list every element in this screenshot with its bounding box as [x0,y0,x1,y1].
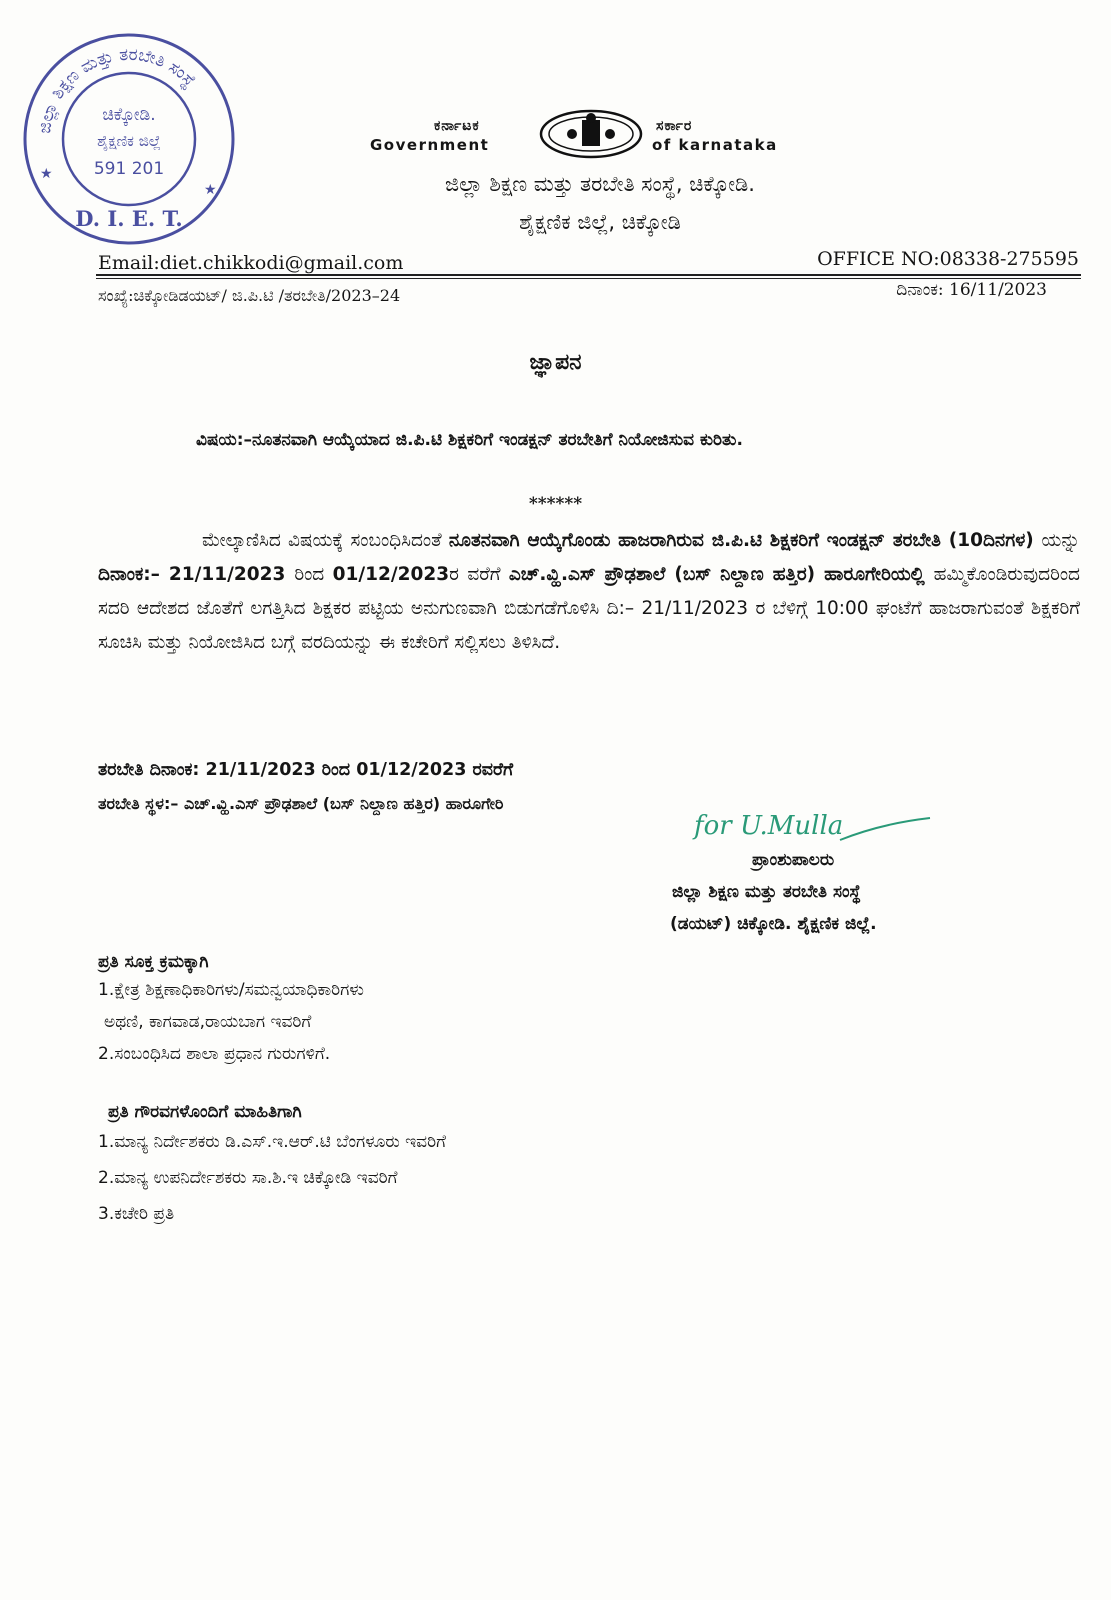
signatory-institute-2: (ಡಯಟ್) ಚಿಕ್ಕೋಡಿ. ಶೈಕ್ಷಣಿಕ ಜಿಲ್ಲೆ. [670,914,877,934]
copy-info-heading: ಪ್ರತಿ ಗೌರವಗಳೊಂದಿಗೆ ಮಾಹಿತಿಗಾಗಿ [108,1102,302,1122]
memo-title: ಜ್ಞಾಪನ [529,350,582,375]
copy-action-heading: ಪ್ರತಿ ಸೂಕ್ತ ಕ್ರಮಕ್ಕಾಗಿ [98,952,209,972]
body-part-7: ರ ವರೆಗೆ [449,564,509,585]
body-part-2: ನೂತನವಾಗಿ ಆಯ್ಕೆಗೊಂಡು ಹಾಜರಾಗಿರುವ ಜಿ.ಪಿ.ಟಿ ಶಿಕ್ಷಕರಿಗೆ ಇಂಡಕ್ಷನ್ ತರಬೇತಿ (10ದಿನಗಳ) [448,530,1042,551]
reference-number: ಸಂಖ್ಯೆ:ಚಿಕ್ಕೋಡಿಡಯಟ್/ ಜಿ.ಪಿ.ಟಿ /ತರಬೇತಿ/2023–24 [98,286,401,305]
handwritten-signature [690,800,940,852]
signatory-designation: ಪ್ರಾಂಶುಪಾಲರು [752,850,835,870]
memo-subject: ವಿಷಯ:–ನೂತನವಾಗಿ ಆಯ್ಕೆಯಾದ ಜಿ.ಪಿ.ಟಿ ಶಿಕ್ಷಕರಿಗೆ ಇಂಡಕ್ಷನ್ ತರಬೇತಿಗೆ ನಿಯೋಜಿಸುವ ಕುರಿತು. [196,430,743,450]
institute-district: ಶೈಕ್ಷಣಿಕ ಜಿಲ್ಲೆ, ಚಿಕ್ಕೋಡಿ [519,210,681,234]
body-part-1: ಮೇಲ್ಕಾಣಿಸಿದ ವಿಷಯಕ್ಕೆ ಸಂಬಂಧಿಸಿದಂತೆ [202,530,449,551]
copy-info-item-3: 3.ಕಚೇರಿ ಪ್ರತಿ [98,1204,175,1224]
office-phone: OFFICE NO:08338-275595 [817,248,1079,270]
seal-pin: 591 201 [93,159,165,179]
body-part-9: ಹಮ್ಮಿಕೊಂಡಿರುವುದರಿಂದ ಸದರಿ ಆದೇಶದ ಜೊತೆಗೆ ಲಗತ್ತಿಸಿದ ಶಿಕ್ಷಕರ ಪಟ್ಟಿಯ ಅನುಗುಣವಾಗಿ ಬಿಡುಗಡೆಗೊಳಿಸಿ ದಿ:– 21/11/2023 ರ ಬೆಳಿಗ್ಗೆ 10:00 ಘಂಟೆಗೆ ಹಾಜರಾಗುವಂತೆ ಶಿಕ್ಷಕರಿಗೆ ಸೂಚಿಸಿ ಮತ್ತು ನಿಯೋಜಿಸಿದ ಬಗ್ಗೆ ವರದಿಯನ್ನು ಈ ಕಚೇರಿಗೆ ಸಲ್ಲಿಸಲು ತಿಳಿಸಿದೆ. [98,564,1080,653]
gov-kannada-left: ಕರ್ನಾಟಕ [434,118,480,134]
body-part-4: ದಿನಾಂಕ:– 21/11/2023 [98,564,295,585]
copy-action-item-1-cont: ಅಥಣಿ, ಕಾಗವಾಡ,ರಾಯಬಾಗ ಇವರಿಗೆ [104,1012,312,1032]
gov-kannada-right: ಸರ್ಕಾರ [656,118,693,134]
body-part-5: ರಿಂದ [294,564,333,585]
body-part-6: 01/12/2023 [332,564,450,585]
header-divider-thin [96,278,1081,279]
copy-info-item-1: 1.ಮಾನ್ಯ ನಿರ್ದೇಶಕರು ಡಿ.ಎಸ್.ಇ.ಆರ್.ಟಿ ಬೆಂಗಳೂರು ಇವರಿಗೆ [98,1132,446,1152]
seal-diet-text: D. I. E. T. [75,206,183,231]
seal-line2: ಶೈಕ್ಷಣಿಕ ಜಿಲ್ಲೆ [97,132,161,150]
institute-name: ಜಿಲ್ಲಾ ಶಿಕ್ಷಣ ಮತ್ತು ತರಬೇತಿ ಸಂಸ್ಥೆ, ಚಿಕ್ಕೋಡಿ. [445,172,755,196]
signatory-institute: ಜಿಲ್ಲಾ ಶಿಕ್ಷಣ ಮತ್ತು ತರಬೇತಿ ಸಂಸ್ಥೆ [672,882,861,902]
body-part-8: ಎಚ್.ವ್ಹಿ.ಎಸ್ ಪ್ರೌಢಶಾಲೆ (ಬಸ್ ನಿಲ್ದಾಣ ಹತ್ತಿರ) ಹಾರೂಗೇರಿಯಲ್ಲಿ [508,564,934,585]
email-address: Email:diet.chikkodi@gmail.com [98,252,404,274]
training-date: ತರಬೇತಿ ದಿನಾಂಕ: 21/11/2023 ರಿಂದ 01/12/2023 ರವರೆಗೆ [98,760,514,780]
reference-date: ದಿನಾಂಕ: 16/11/2023 [896,280,1047,300]
karnataka-emblem-icon [538,108,644,160]
copy-action-item-2: 2.ಸಂಬಂಧಿಸಿದ ಶಾಲಾ ಪ್ರಧಾನ ಗುರುಗಳಿಗೆ. [98,1044,331,1064]
copy-action-item-1: 1.ಕ್ಷೇತ್ರ ಶಿಕ್ಷಣಾಧಿಕಾರಿಗಳು/ಸಮನ್ವಯಾಧಿಕಾರಿಗಳು [98,980,364,1000]
body-part-3: ಯನ್ನು [1041,530,1080,551]
header-divider [96,274,1081,276]
memo-body [98,524,1080,660]
gov-english-right: of karnataka [652,136,778,154]
training-place: ತರಬೇತಿ ಸ್ಥಳ:– ಎಚ್.ವ್ಹಿ.ಎಸ್ ಪ್ರೌಢಶಾಲೆ (ಬಸ್ ನಿಲ್ದಾಣ ಹತ್ತಿರ) ಹಾರೂಗೇರಿ [98,794,504,813]
seal-star-left-icon: ★ [40,166,53,182]
seal-star-right-icon: ★ [204,182,217,198]
seal-ring-text: ಜಿಲ್ಲಾ ಶಿಕ್ಷಣ ಮತ್ತು ತರಬೇತಿ ಸಂಸ್ಥೆ [35,44,200,135]
separator: ****** [528,494,583,514]
signature-text: for U.Mulla [694,811,844,841]
seal-line1: ಚಿಕ್ಕೋಡಿ. [102,105,156,125]
gov-english-left: Government [370,136,490,154]
diet-seal-stamp [18,28,240,250]
copy-info-item-2: 2.ಮಾನ್ಯ ಉಪನಿರ್ದೇಶಕರು ಸಾ.ಶಿ.ಇ ಚಿಕ್ಕೋಡಿ ಇವರಿಗೆ [98,1168,398,1188]
